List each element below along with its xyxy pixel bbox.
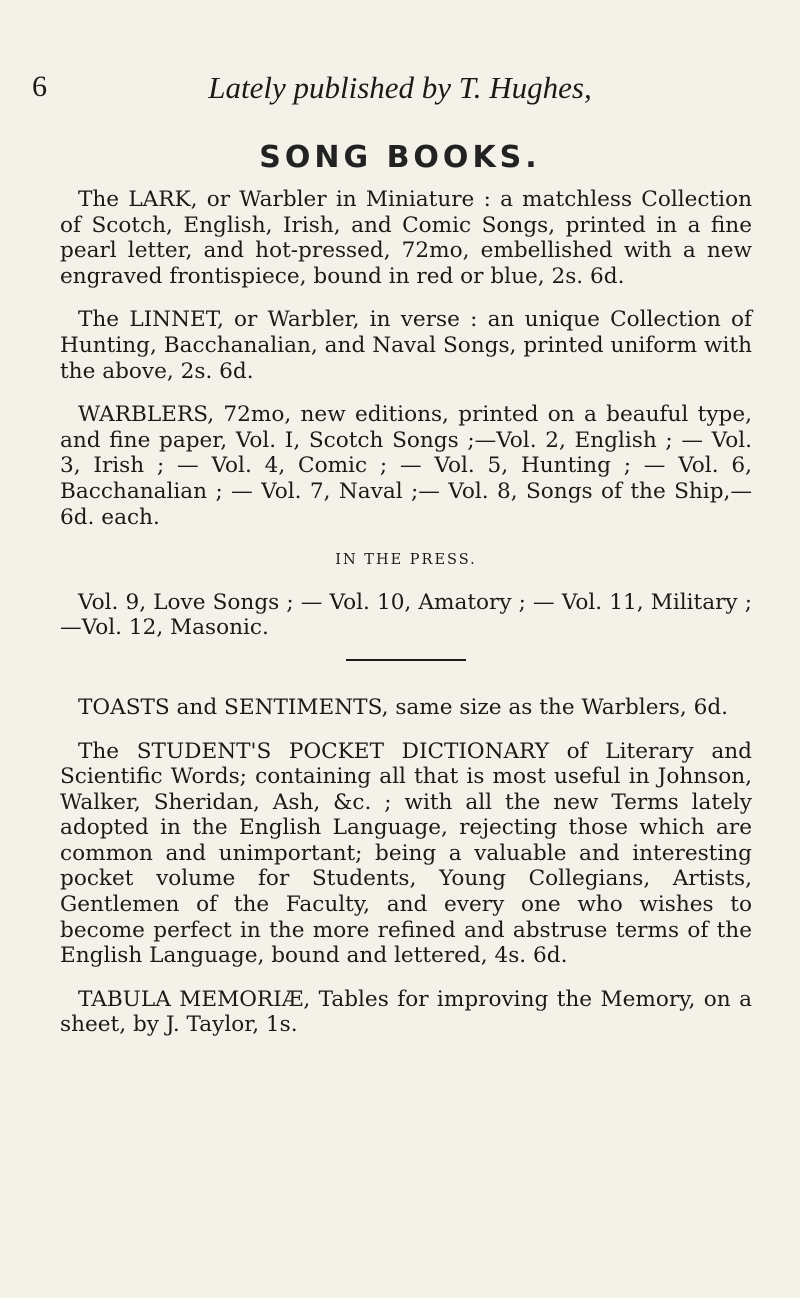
in-press-heading: IN THE PRESS. [335, 552, 477, 569]
entry-tabula: TABULA MEMORIÆ, Tables for improving the Memory, on a sheet, by J. Taylor, 1s. [60, 986, 752, 1038]
entry-dictionary: The STUDENT'S POCKET DICTIONARY of Literary and Scientific Words; containing all that is most useful in Johnson, Walker, Sheridan, Ash, &c. ; with all the new Terms lately adopted in the English Language, rejecting those which are common and unimportant; being a valuable and interesting pocket volume for Students, Young Collegians, Artists, Gentlemen of the Faculty, and every one who wishes to become perfect in the more refined and abstruse terms of the English Language, bound and lettered, 4s. 6d. [60, 738, 752, 969]
entry-lark: The LARK, or Warbler in Miniature : a matchless Collection of Scotch, English, Irish, and Comic Songs, printed in a fine pearl letter, and hot-pressed, 72mo, embellished with a new engraved frontispiece, bound in red or blue, 2s. 6d. [60, 187, 752, 289]
entry-warblers: WARBLERS, 72mo, new editions, printed on a beauful type, and fine paper, Vol. I, Scotch Songs ;—Vol. 2, English ; — Vol. 3, Irish ; — Vol. 4, Comic ; — Vol. 5, Hunting ; — Vol. 6, Bacchanalian ; — Vol. 7, Naval ;— Vol. 8, Songs of the Ship,—6d. each. [60, 402, 752, 530]
running-title: Lately published by T. Hughes, [208, 70, 592, 105]
section-divider [346, 659, 466, 661]
entry-toasts: TOASTS and SENTIMENTS, same size as the Warblers, 6d. [78, 694, 729, 720]
page-number: 6 [32, 70, 47, 103]
advertisement-body [60, 187, 752, 1056]
running-head [30, 62, 770, 112]
section-title: SONG BOOKS. [259, 140, 541, 175]
entry-linnet: The LINNET, or Warbler, in verse : an unique Collection of Hunting, Bacchanalian, and Naval Songs, printed uniform with the above, 2s. 6d. [60, 307, 752, 384]
entry-in-press: Vol. 9, Love Songs ; — Vol. 10, Amatory ; — Vol. 11, Military ;—Vol. 12, Masonic. [60, 589, 752, 641]
